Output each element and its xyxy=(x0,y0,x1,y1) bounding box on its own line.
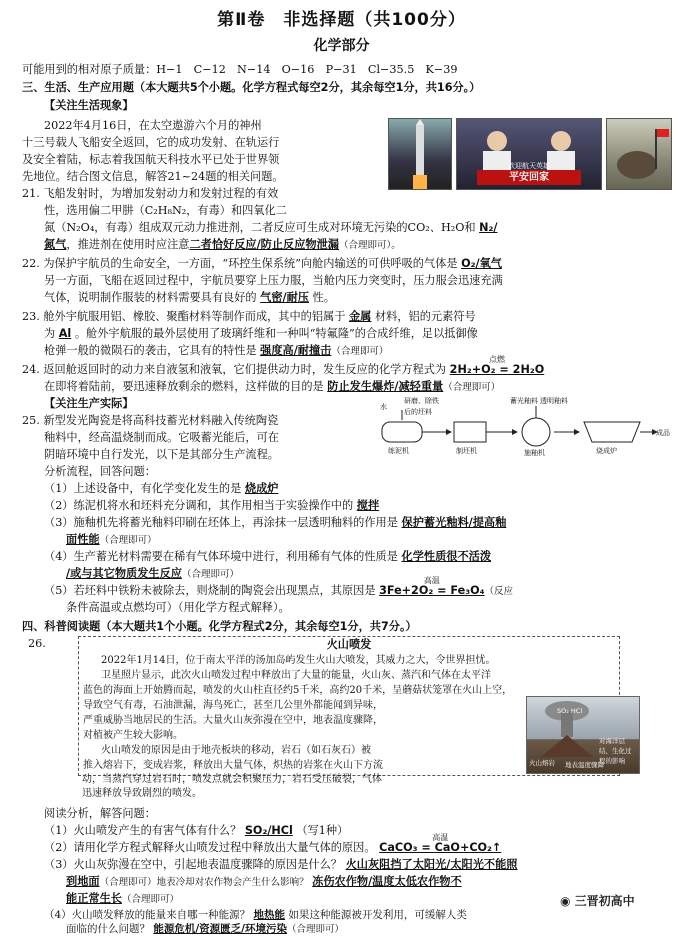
magma-label: 火山熔岩 xyxy=(529,759,555,767)
q25-text: 阴暗环境中自行发光，以下是其部分生产流程。 xyxy=(44,448,279,461)
watermark-logo: ◉ 三晋初高中 xyxy=(560,894,635,908)
section4-heading: 四、科普阅读题（本大题共1个小题。化学方程式2分，其余每空1分，共7分。） xyxy=(22,620,417,633)
q23-text: 枪弹一般的微陨石的袭击，它具有的特性是 强度高/耐撞击（合理即可） xyxy=(44,344,389,357)
intro-text: 及安全着陆，标志着我国航天科技水平已处于世界领 xyxy=(22,153,280,166)
photo-caption-small: 欢迎航天英雄 xyxy=(508,161,550,170)
article-paragraph: 蓝色的海面上开始腾而起，喷发的火山柱直径约5千米，高约20千米，呈蘑菇状笼罩在火山上空， xyxy=(83,685,513,696)
q26-sub1: （1）火山喷发产生的有害气体有什么？ SO₂/HCl （写1种） xyxy=(44,824,349,837)
q26-sub4-cont: 面临的什么问题？ 能源危机/资源匮乏/环境污染（合理即可） xyxy=(66,923,345,935)
q25-sub1: （1）上述设备中，有化学变化发生的是 烧成炉 xyxy=(44,482,279,495)
q25-sub4-cont: /或与其它物质发生反应（合理即可） xyxy=(66,567,239,580)
article-title: 火山喷发 xyxy=(326,638,372,651)
focus-life-label: 【关注生活现象】 xyxy=(44,99,134,112)
temperature-label: 地表温度骤降 xyxy=(565,761,604,769)
q23-answer-2: Al xyxy=(58,327,72,340)
q24-equation: 点燃 2H₂+O₂ = 2H₂O xyxy=(449,355,545,376)
q21-text: 氮气，推进剂在使用时应注意二者恰好反应/防止反应物泄漏（合理即可）。 xyxy=(44,238,401,251)
flow-water-label: 水 xyxy=(380,403,387,411)
article-paragraph: 严重威胁当地居民的生活。大量火山灰弥漫在空中，地表温度骤降， xyxy=(83,715,383,726)
q25-sub3-cont: 面性能（合理即可） xyxy=(66,533,157,546)
page-title: 第Ⅱ卷 非选择题（共100分） xyxy=(217,10,466,30)
q22-answer: O₂/氧气 xyxy=(461,257,502,270)
q26-sub2: （2）请用化学方程式解释火山喷发过程中释放出大量气体的原因。 高温 CaCO₃ = CaO+CO₂↑ xyxy=(44,840,501,857)
q26-answer-1: SO₂/HCl xyxy=(244,824,293,837)
q22-text: 22. 为保护宇航员的生命安全，一方面，“环控生保系统”向舱内输送的可供呼吸的气体是 O₂/氧气 xyxy=(22,257,502,270)
q25-text: 分析流程，回答问题： xyxy=(44,465,156,478)
q26-sub3-cont2: 能正常生长（合理即可） xyxy=(66,892,179,905)
q23-answer: 金属 xyxy=(348,310,372,323)
article-paragraph: 2022年1月14日，位于南太平洋的汤加岛屿发生火山大喷发，其威力之大，令世界担忧。 xyxy=(101,655,496,666)
q26-sub4: （4）火山喷发释放的能量来自哪一种能源？ 地热能 如果这种能源被开发利用，可缓解人类 xyxy=(44,909,467,921)
flow-glaze-label: 蓄光釉料 xyxy=(510,397,538,405)
q21-text: 性，选用偏二甲肼（C₂H₈N₂，有毒）和四氧化二 xyxy=(44,204,287,217)
q25-sub2: （2）练泥机将水和坯料充分调和，其作用相当于实验操作中的 搅拌 xyxy=(44,499,380,512)
q25-sub4: （4）生产蓄光材料需要在稀有气体环境中进行，利用稀有气体的性质是 化学性质很不活泼 xyxy=(44,550,492,563)
flow-machine-1: 练泥机 xyxy=(388,447,409,455)
flow-output: 成品 xyxy=(656,429,670,437)
article-paragraph: 推入熔岩下，变成岩浆，释放出大量气体，炽热的岩浆在火山下方流 xyxy=(83,760,383,771)
q21-text: 氮（N₂O₄，有毒）组成双元动力推进剂，二者反应可生成对环境无污染的CO₂、H₂O和 N₂/ xyxy=(44,221,498,234)
q25-answer-1: 烧成炉 xyxy=(244,482,279,495)
q25-sub5: （5）若坯料中铁粉未被除去，则烧制的陶瓷会出现黑点，其原因是 高温 3Fe+2O₂ = Fe₃O₄（反应 xyxy=(44,583,513,600)
intro-text: 2022年4月16日，在太空遨游六个月的神州 xyxy=(44,119,262,132)
focus-production-label: 【关注生产实际】 xyxy=(44,397,134,410)
q21-answer-2: 二者恰好反应/防止反应物泄漏 xyxy=(189,238,339,251)
q25-sub3: （3）施釉机先将蓄光釉料印刷在坯体上，再涂抹一层透明釉料的作用是 保护蓄光釉料/提高釉 xyxy=(44,516,507,529)
production-flow-diagram xyxy=(378,396,670,458)
q25-answer-3: 保护蓄光釉料/提高釉 xyxy=(401,516,507,529)
q25-answer-2: 搅拌 xyxy=(356,499,380,512)
q25-text: 釉料中，经高温烧制而成。它吸蓄光能后，可在 xyxy=(44,431,279,444)
rocket-launch-image xyxy=(388,118,452,190)
article-paragraph: 迅速释放导致剧烈的喷发。 xyxy=(82,788,202,799)
gas-label: SO₂ HCl xyxy=(557,707,583,715)
article-paragraph: 导致空气有毒，石油泄漏，海鸟死亡，甚至几公里外都能闻到异味， xyxy=(83,700,383,711)
section-subtitle: 化学部分 xyxy=(313,38,370,54)
wechat-icon: ◉ xyxy=(560,894,571,908)
q21-answer: N₂/ xyxy=(479,221,498,234)
article-paragraph: 卫星照片显示，此次火山喷发过程中释放出了大量的能量，火山灰、蒸汽和气体在太平洋 xyxy=(101,670,491,681)
return-capsule-image xyxy=(606,118,672,190)
astronaut-photos xyxy=(388,118,670,188)
q22-answer-2: 气密/耐压 xyxy=(260,291,309,304)
section3-heading: 三、生活、生产应用题（本大题共5个小题。化学方程式每空2分，其余每空1分，共16分。） xyxy=(22,81,481,94)
flow-machine-3: 施釉机 xyxy=(524,449,545,457)
q25-equation: 高温 3Fe+2O₂ = Fe₃O₄ xyxy=(379,576,485,597)
intro-text: 十三号载人飞船安全返回，它的成功发射、在轨运行 xyxy=(22,136,280,149)
q22-text: 气体，说明制作服装的材料需要具有良好的 气密/耐压 性。 xyxy=(44,291,335,304)
q24-text: 在即将着陆前，要迅速释放剩余的燃料，这样做的目的是 防止发生爆炸/减轻重量（合理即可） xyxy=(44,380,501,393)
flow-clear-glaze-label: 透明釉料 xyxy=(540,397,568,405)
astronauts-image xyxy=(456,118,602,190)
volcano-figure xyxy=(526,696,640,774)
q26-answer-4: 地热能 xyxy=(253,909,286,921)
q26-equation: 高温 CaCO₃ = CaO+CO₂↑ xyxy=(379,833,502,854)
article-paragraph: 对植被产生较大影响。 xyxy=(83,730,183,741)
q22-text: 另一方面，飞船在返回过程中，宇航员要穿上压力服，当舱内压力突变时，压力服会迅速充满 xyxy=(44,274,503,287)
q26-sub3-cont: 到地面（合理即可）地表冷却对农作物会产生什么影响？ 冻伤农作物/温度太低农作物不 xyxy=(66,875,462,888)
q26-number: 26. xyxy=(28,637,46,650)
flow-machine-2: 制坯机 xyxy=(456,447,477,455)
q21-text: 21. 飞船发射时，为增加发射动力和发射过程的有效 xyxy=(22,187,279,200)
flow-input-label: 研磨、除铁后的坯料 xyxy=(404,397,439,416)
q24-answer: 防止发生爆炸/减轻重量 xyxy=(327,380,444,393)
flow-machine-4: 烧成炉 xyxy=(596,447,617,455)
q23-answer-3: 强度高/耐撞击 xyxy=(260,344,332,357)
article-paragraph: 火山喷发的原因是由于地壳板块的移动，岩石（如石灰石）被 xyxy=(101,745,371,756)
q24-text: 24. 返回舱返回时的动力来自液氢和液氧，它们提供动力时，发生反应的化学方程式为 点燃 2H₂+O₂ = 2H₂O xyxy=(22,362,544,379)
q23-text: 为 Al 。舱外宇航服的最外层使用了玻璃纤维和一种叫“特氟隆”的合成纤维，足以抵御像 xyxy=(44,327,478,340)
q26-answer-3b: 冻伤农作物/温度太低农作物不 xyxy=(312,875,462,888)
intro-text: 先地位。结合图文信息，解答21~24题的相关问题。 xyxy=(22,170,284,183)
q25-sub5-cont: 条件高温或点燃均可）（用化学方程式解释）。 xyxy=(66,601,290,614)
q25-text: 25. 新型发光陶瓷是将高科技蓄光材料融入传统陶瓷 xyxy=(22,414,279,427)
q23-text: 23. 舱外宇航服用铝、橡胶、聚酯材料等制作而成，其中的铝属于 金属 材料，铝的元素符号 xyxy=(22,310,476,323)
q25-answer-4: 化学性质很不活泼 xyxy=(401,550,492,563)
article-paragraph: 动，当蒸汽穿过岩石时，喷发点就会积聚压力，岩石受压破裂，气体 xyxy=(82,774,382,785)
atomic-masses: 可能用到的相对原子质量：H−1 C−12 N−14 O−16 P−31 Cl−35.5 K−39 xyxy=(22,63,458,76)
q26-answer-4b: 能源危机/资源匮乏/环境污染 xyxy=(153,923,288,935)
ecosystem-label: 对海洋层结、生化过程的影响 xyxy=(599,737,632,765)
photo-caption: 平安回家 xyxy=(477,170,581,185)
reading-prompt: 阅读分析，解答问题： xyxy=(44,807,156,820)
q26-sub3: （3）火山灰弥漫在空中，引起地表温度骤降的原因是什么？ 火山灰阻挡了太阳光/太阳光不能照 xyxy=(44,858,518,871)
q26-answer-3: 火山灰阻挡了太阳光/太阳光不能照 xyxy=(345,858,518,871)
